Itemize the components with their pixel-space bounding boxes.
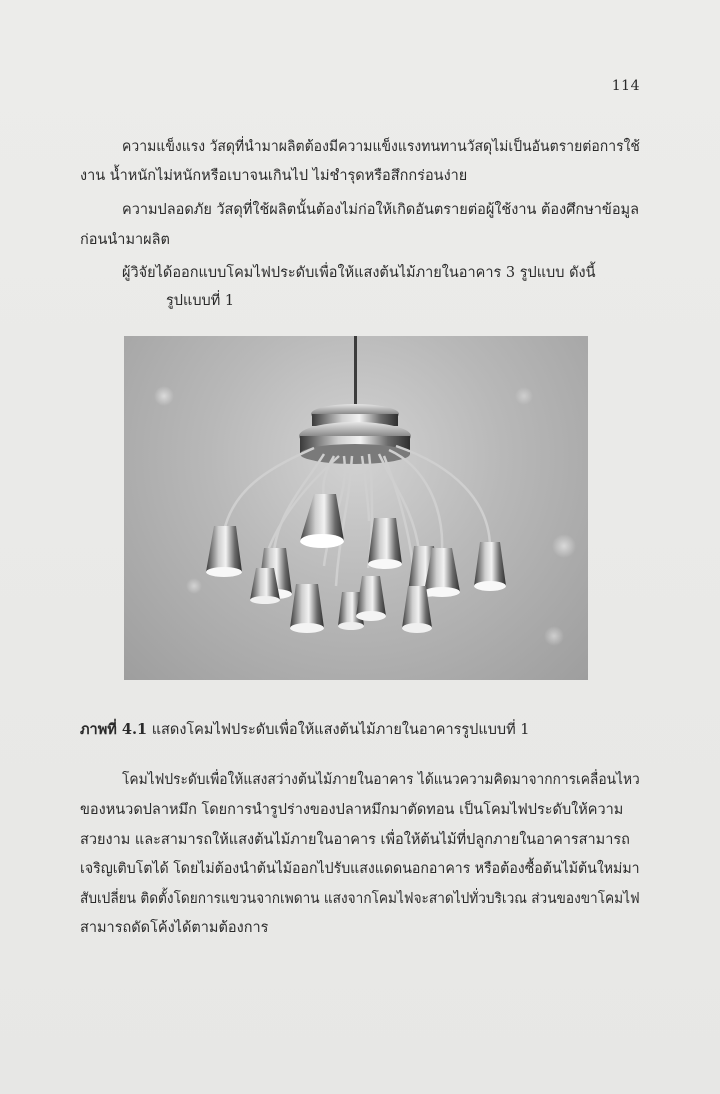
- figure-caption: [80, 718, 530, 741]
- figure-caption-text: แสดงโคมไฟประดับเพื่อให้แสงต้นไม้ภายในอาคารรูปแบบที่ 1: [151, 722, 530, 738]
- body-line-1: โคมไฟประดับเพื่อให้แสงสว่างต้นไม้ภายในอาคาร ได้แนวความคิดมาจากการเคลื่อนไหว: [122, 772, 640, 788]
- figure-caption-label: ภาพที่ 4.1: [80, 721, 148, 738]
- paragraph-safety-line-1: ความปลอดภัย วัสดุที่ใช้ผลิตนั้นต้องไม่ก่อให้เกิดอันตรายต่อผู้ใช้งาน ต้องศึกษาข้อมูล: [122, 202, 639, 218]
- body-line-3: สวยงาม และสามารถให้แสงต้นไม้ภายในอาคาร เพื่อให้ต้นไม้ที่ปลูกภายในอาคารสามารถ: [80, 832, 630, 848]
- body-line-2: ของหนวดปลาหมึก โดยการนำรูปร่างของปลาหมึกมาตัดทอน เป็นโคมไฟประดับให้ความ: [80, 802, 624, 818]
- chandelier-photo: [124, 336, 588, 680]
- body-line-6: สามารถดัดโค้งได้ตามต้องการ: [80, 920, 269, 936]
- design-intro: ผู้วิจัยได้ออกแบบโคมไฟประดับเพื่อให้แสงต้นไม้ภายในอาคาร 3 รูปแบบ ดังนี้: [122, 265, 596, 281]
- chandelier-illustration: [124, 336, 588, 680]
- design-pattern-heading: รูปแบบที่ 1: [166, 293, 235, 309]
- paragraph-safety-line-2: ก่อนนำมาผลิต: [80, 232, 170, 248]
- paragraph-strength-line-1: ความแข็งแรง วัสดุที่นำมาผลิตต้องมีความแข็งแรงทนทานวัสดุไม่เป็นอันตรายต่อการใช้: [122, 139, 640, 155]
- paragraph-strength-line-2: งาน น้ำหนักไม่หนักหรือเบาจนเกินไป ไม่ชำรุดหรือสึกกร่อนง่าย: [80, 168, 468, 184]
- page-number: 114: [611, 78, 640, 94]
- body-line-5: สับเปลี่ยน ติดตั้งโดยการแขวนจากเพดาน แสงจากโคมไฟจะสาดไปทั่วบริเวณ ส่วนของขาโคมไฟ: [80, 891, 640, 907]
- body-line-4: เจริญเติบโตได้ โดยไม่ต้องนำต้นไม้ออกไปรับแสงแดดนอกอาคาร หรือต้องซื้อต้นไม้ต้นใหม่มา: [80, 861, 640, 877]
